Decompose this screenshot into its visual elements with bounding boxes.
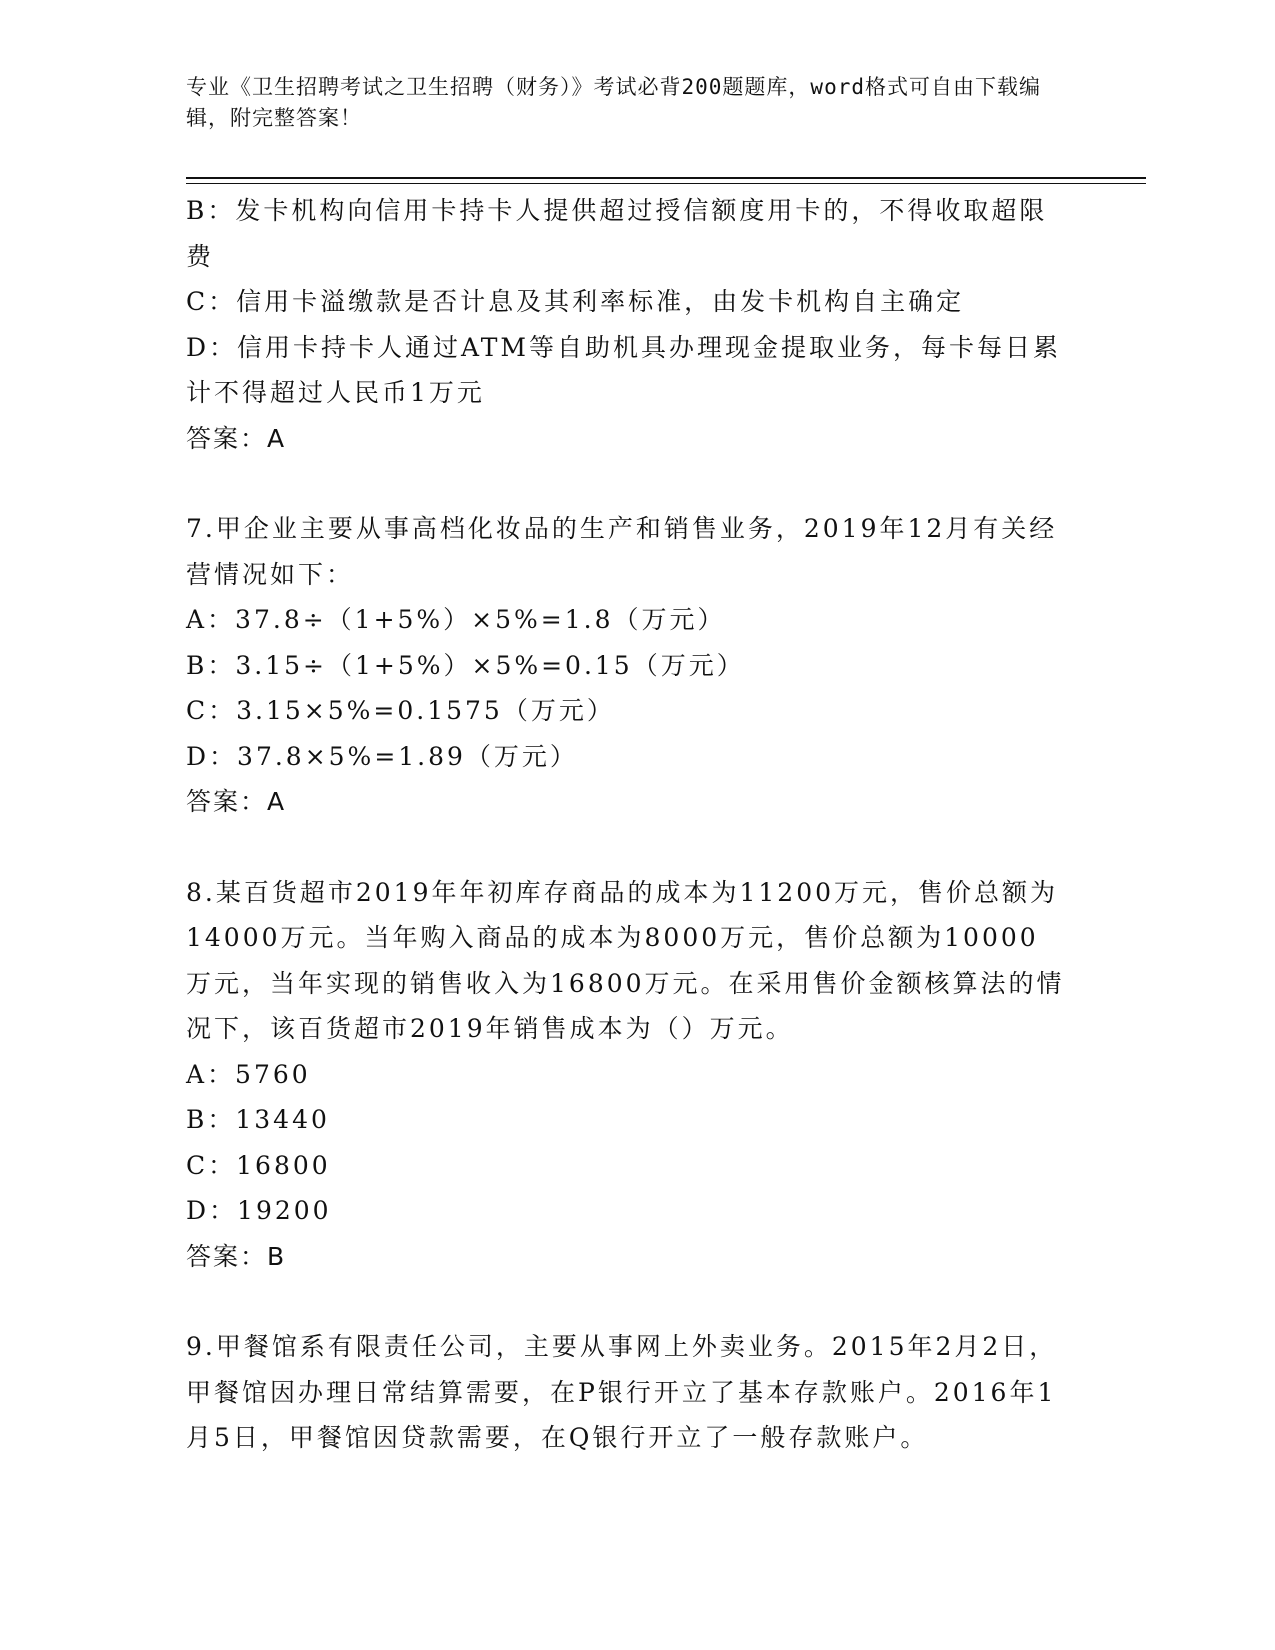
q8-option-a: A：5760 xyxy=(186,1059,311,1089)
q8-option-c: C：16800 xyxy=(186,1150,331,1180)
prev-option-b: B：发卡机构向信用卡持卡人提供超过授信额度用卡的，不得收取超限费 xyxy=(186,196,1048,271)
q7-option-a: A：37.8÷（1+5%）×5%=1.8（万元） xyxy=(186,605,726,634)
q8-answer: 答案：B xyxy=(186,1241,287,1271)
prev-option-d: D：信用卡持卡人通过ATM等自助机具办理现金提取业务，每卡每日累计不得超过人民币1万元 xyxy=(186,332,1062,407)
q7-option-d: D：37.8×5%=1.89（万元） xyxy=(186,741,578,771)
prev-question xyxy=(186,188,1066,461)
q8-option-d: D：19200 xyxy=(186,1196,332,1225)
prev-option-c: C：信用卡溢缴款是否计息及其利率标准，由发卡机构自主确定 xyxy=(186,287,965,316)
q7-stem: 7.甲企业主要从事高档化妆品的生产和销售业务，2019年12月有关经营情况如下： xyxy=(186,514,1058,589)
spacer xyxy=(186,1279,1066,1324)
q7-answer: 答案：A xyxy=(186,787,287,816)
q8-stem: 8.某百货超市2019年年初库存商品的成本为11200万元，售价总额为14000万元。当年购入商品的成本为8000万元，售价总额为10000万元，当年实现的销售收入为16800万元。在采用售价金额核算法的情况下，该百货超市2019年销售成本为（）万元。 xyxy=(186,877,1065,1043)
prev-answer: 答案：A xyxy=(186,423,287,453)
question-8 xyxy=(186,870,1066,1280)
q9-stem: 9.甲餐馆系有限责任公司，主要从事网上外卖业务。2015年2月2日，甲餐馆因办理日常结算需要，在P银行开立了基本存款账户。2016年1月5日，甲餐馆因贷款需要，在Q银行开立了一般存款账户。 xyxy=(186,1332,1058,1452)
spacer xyxy=(186,461,1066,506)
header-rule-thin xyxy=(186,183,1146,184)
question-7 xyxy=(186,506,1066,825)
spacer xyxy=(186,825,1066,870)
q8-option-b: B：13440 xyxy=(186,1105,330,1134)
q7-option-c: C：3.15×5%=0.1575（万元） xyxy=(186,696,615,725)
document-content xyxy=(186,188,1066,1461)
q7-option-b: B：3.15÷（1+5%）×5%=0.15（万元） xyxy=(186,650,745,680)
question-9 xyxy=(186,1324,1066,1461)
header-rule-thick xyxy=(186,177,1146,179)
document-header-title: 专业《卫生招聘考试之卫生招聘（财务）》考试必背200题题库，word格式可自由下载编辑，附完整答案！ xyxy=(186,75,1041,130)
